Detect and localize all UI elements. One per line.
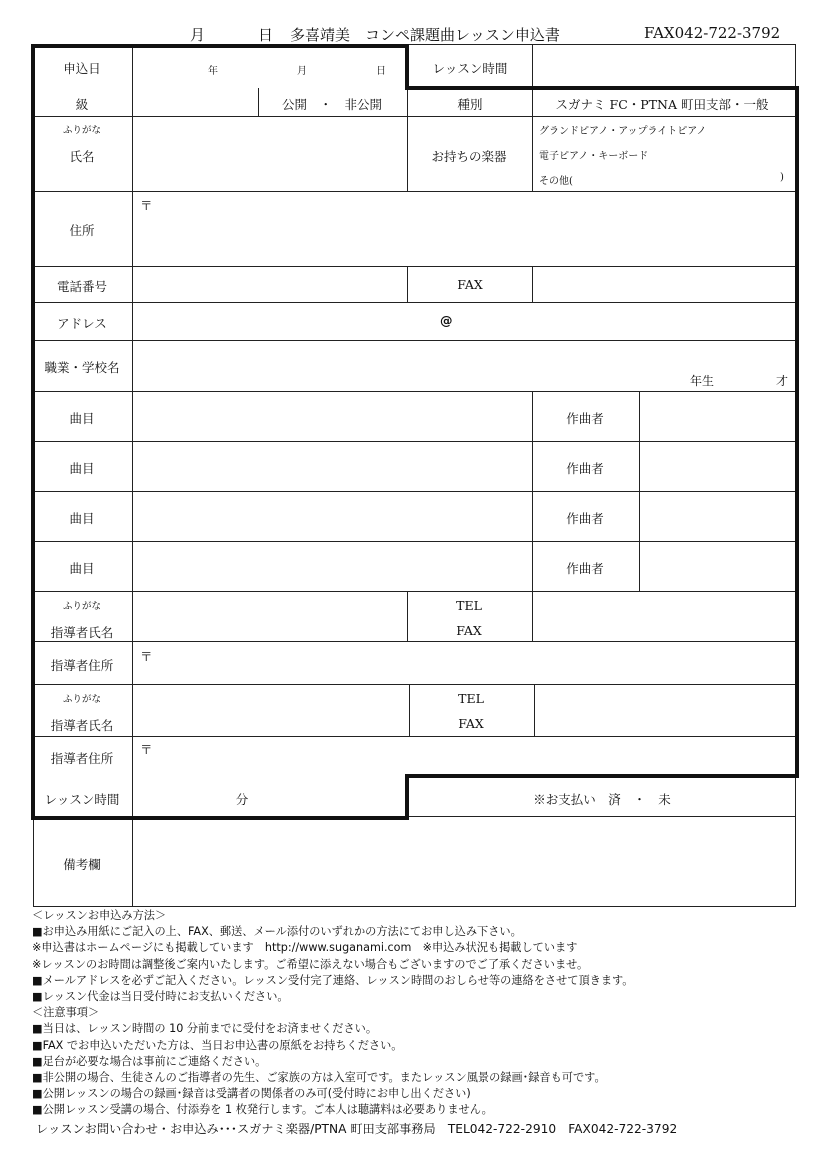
teacher-name-label: 指導者氏名 [50, 718, 114, 733]
note-line: ■公開レッスン受講の場合、付添券を 1 枚発行します。ご本人は聴講料は必要ありません。 [32, 1103, 493, 1117]
note-line: ※レッスンのお時間は調整後ご案内いたします。ご希望に添えない場合もございますのでご了承くださいませ。 [32, 957, 589, 971]
composer-label: 作曲者 [566, 511, 604, 526]
song-title-label: 曲目 [69, 411, 95, 426]
teacher-address-label: 指導者住所 [50, 751, 114, 766]
note-line: ■FAX でお申込いただいた方は、当日お申込書の原紙をお持ちください。 [32, 1038, 403, 1052]
phone-label: 電話番号 [56, 279, 108, 294]
furigana-label: ふりがな [62, 125, 102, 136]
header-fax: FAX042-722-3792 [644, 24, 781, 42]
category-options[interactable]: スガナミ FC・PTNA 町田支部・一般 [555, 97, 769, 112]
occupation-label: 職業・学校名 [44, 360, 120, 375]
payment-status[interactable]: ※お支払い 済 ・ 未 [533, 792, 671, 807]
contact-footer: レッスンお問い合わせ・お申込み･･･スガナミ楽器/PTNA 町田支部事務局 TEL042-722-2910 FAX042-722-3792 [36, 1122, 678, 1136]
note-line: ＜注意事項＞ [32, 1006, 100, 1020]
visibility-choice[interactable]: 公開 ・ 非公開 [281, 97, 383, 112]
note-line: ■足台が必要な場合は事前にご連絡ください。 [32, 1054, 267, 1068]
teacher-tel-label: TEL [458, 691, 484, 706]
date-day-label: 日 [376, 66, 386, 77]
song-title-label: 曲目 [69, 511, 95, 526]
minutes-label: 分 [235, 792, 249, 807]
composer-label: 作曲者 [566, 461, 604, 476]
email-at-mark: @ [440, 313, 453, 328]
instrument-option-other[interactable]: その他( [539, 176, 573, 187]
instrument-label: お持ちの楽器 [431, 149, 507, 164]
composer-label: 作曲者 [566, 411, 604, 426]
composer-label: 作曲者 [566, 561, 604, 576]
song-title-label: 曲目 [69, 561, 95, 576]
age-label: 才 [776, 374, 789, 388]
grade-year-label: 年生 [690, 374, 715, 388]
teacher-name-label: 指導者氏名 [50, 625, 114, 640]
instrument-other-close: ) [780, 172, 784, 183]
note-line: ■お申込み用紙にご記入の上、FAX、郵送、メール添付のいずれかの方法にてお申し込み下さい。 [32, 925, 522, 939]
date-year-label: 年 [208, 66, 218, 77]
remarks-label: 備考欄 [63, 857, 101, 872]
header-day: 日 [258, 26, 274, 44]
name-label: 氏名 [69, 149, 95, 164]
instrument-option-electric[interactable]: 電子ピアノ・キーボード [539, 151, 649, 162]
note-line: ■レッスン代金は当日受付時にお支払いください。 [32, 989, 289, 1003]
page-title: 多喜靖美 コンペ課題曲レッスン申込書 [290, 26, 560, 44]
instrument-option-piano[interactable]: グランドピアノ・アップライトピアノ [539, 126, 707, 137]
apply-date-label: 申込日 [63, 61, 101, 76]
fax-label: FAX [457, 277, 483, 292]
lesson-time-label: レッスン時間 [432, 61, 508, 76]
song-title-label: 曲目 [69, 461, 95, 476]
teacher-address-label: 指導者住所 [50, 658, 114, 673]
note-line: ■メールアドレスを必ずご記入ください。レッスン受付完了連絡、レッスン時間のおしらせ等の連絡をさせて頂きます。 [32, 973, 634, 987]
lesson-duration-label: レッスン時間 [44, 792, 120, 807]
teacher-fax-label: FAX [456, 623, 482, 638]
note-line: ■当日は、レッスン時間の 10 分前までに受付をお済ませください。 [32, 1022, 378, 1036]
date-month-label: 月 [297, 66, 307, 77]
note-line: ※申込書はホームページにも掲載しています http://www.suganami.com ※申込み状況も掲載しています [32, 941, 578, 955]
note-line: ＜レッスンお申込み方法＞ [32, 909, 167, 922]
postal-mark: 〒 [140, 198, 153, 213]
note-line: ■公開レッスンの場合の録画･録音は受講者の関係者のみ可(受付時にお申し出ください) [32, 1087, 471, 1101]
note-line: ■非公開の場合、生徒さんのご指導者の先生、ご家族の方は入室可です。またレッスン風景の録画･録音も可です。 [32, 1070, 606, 1084]
notes-section [32, 908, 634, 1118]
grade-label: 級 [75, 97, 89, 112]
teacher-furigana-label: ふりがな [62, 601, 102, 612]
teacher-postal-mark: 〒 [140, 649, 153, 664]
teacher-tel-label: TEL [456, 598, 482, 613]
email-label: アドレス [57, 316, 107, 331]
header-month: 月 [190, 26, 206, 44]
teacher-fax-label: FAX [458, 716, 484, 731]
address-label: 住所 [69, 223, 95, 238]
category-label: 種別 [457, 97, 483, 112]
teacher-postal-mark: 〒 [140, 742, 153, 757]
teacher-furigana-label: ふりがな [62, 694, 102, 705]
